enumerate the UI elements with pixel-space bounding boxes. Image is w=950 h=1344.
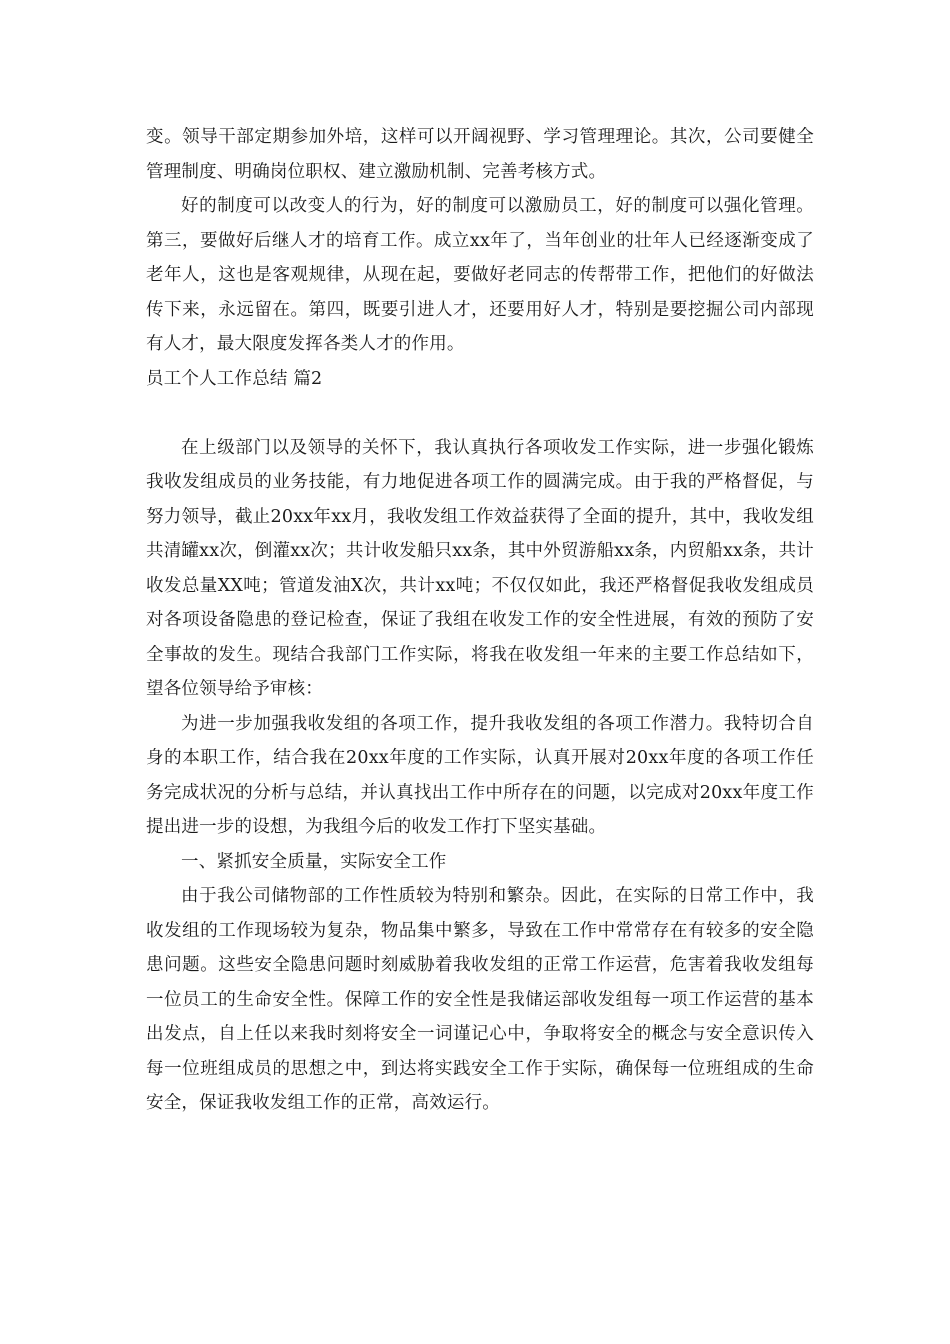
section-title: 员工个人工作总结 篇2 xyxy=(146,368,323,389)
paragraph-5: 由于我公司储物部的工作性质较为特别和繁杂。因此，在实际的日常工作中，我收发组的工作现场较为复杂，物品集中繁多，导致在工作中常常存在有较多的安全隐患问题。这些安全隐患问题时刻威胁着我收发组的正常工作运营，危害着我收发组每一位员工的生命安全性。保障工作的安全性是我储运部收发组每一项工作运营的基本出发点，自上任以来我时刻将安全一词谨记心中，争取将安全的概念与安全意识传入每一位班组成员的思想之中，到达将实践安全工作于实际，确保每一位班组成的生命安全，保证我收发组工作的正常，高效运行。 xyxy=(146,886,814,1113)
paragraph-3: 在上级部门以及领导的关怀下，我认真执行各项收发工作实际，进一步强化锻炼我收发组成员的业务技能，有力地促进各项工作的圆满完成。由于我的严格督促，与努力领导，截止20xx年xx月，我收发组工作效益获得了全面的提升，其中，我收发组共清罐xx次，倒灌xx次；共计收发船只xx条，其中外贸游船xx条，内贸船xx条，共计收发总量XX吨；管道发油X次，共计xx吨；不仅仅如此，我还严格督促我收发组成员对各项设备隐患的登记检查，保证了我组在收发工作的安全性进展，有效的预防了安全事故的发生。现结合我部门工作实际，将我在收发组一年来的主要工作总结如下，望各位领导给予审核： xyxy=(146,437,814,699)
paragraph-2: 好的制度可以改变人的行为，好的制度可以激励员工，好的制度可以强化管理。第三，要做好后继人才的培育工作。成立xx年了，当年创业的壮年人已经逐渐变成了老年人，这也是客观规律，从现在起，要做好老同志的传帮带工作，把他们的好做法传下来，永远留在。第四，既要引进人才，还要用好人才，特别是要挖掘公司内部现有人才，最大限度发挥各类人才的作用。 xyxy=(146,196,814,354)
blank-line xyxy=(146,396,814,431)
subheading-safety: 一、紧抓安全质量，实际安全工作 xyxy=(181,851,447,872)
paragraph-4: 为进一步加强我收发组的各项工作，提升我收发组的各项工作潜力。我特切合自身的本职工作，结合我在20xx年度的工作实际，认真开展对20xx年度的各项工作任务完成状况的分析与总结，并认真找出工作中所存在的问题，以完成对20xx年度工作提出进一步的设想，为我组今后的收发工作打下坚实基础。 xyxy=(146,713,814,837)
paragraph-1: 变。领导干部定期参加外培，这样可以开阔视野、学习管理理论。其次，公司要健全管理制度、明确岗位职权、建立激励机制、完善考核方式。 xyxy=(146,127,814,182)
document-body xyxy=(146,120,814,1121)
